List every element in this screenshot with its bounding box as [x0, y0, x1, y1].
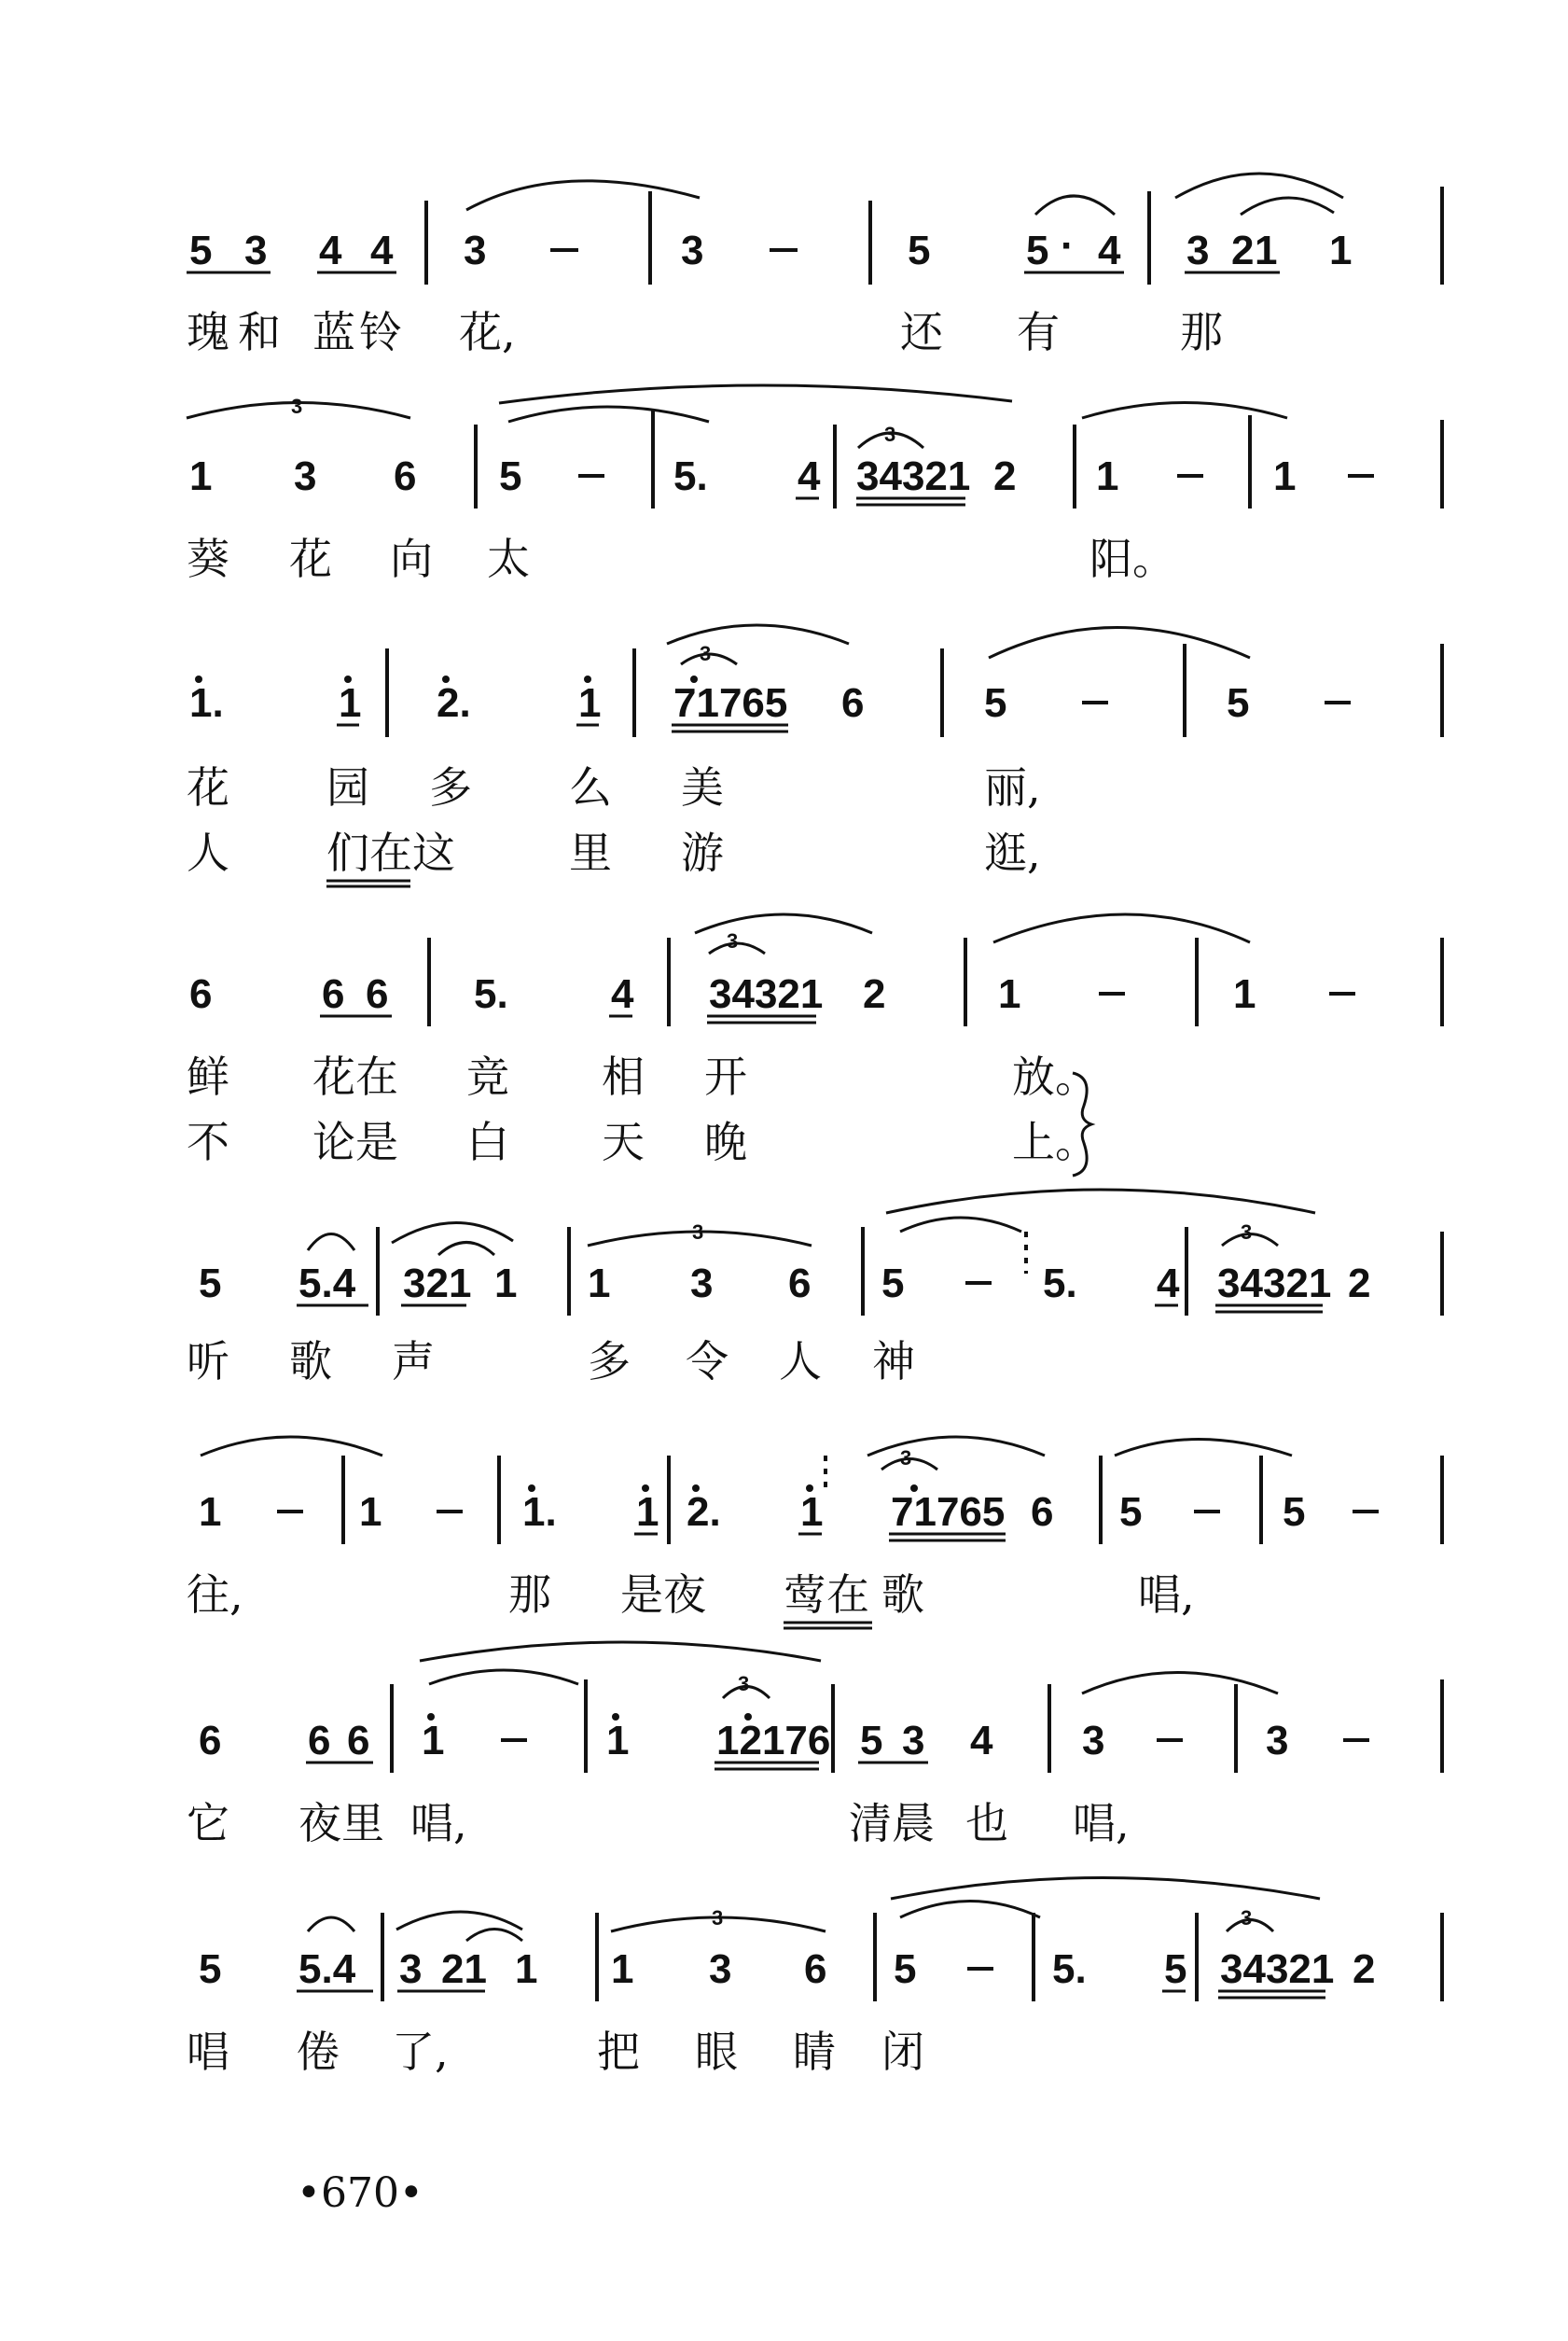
lyric: 眼	[695, 2027, 738, 2077]
system-5	[187, 1190, 1442, 1386]
system-7	[187, 1642, 1442, 1848]
note: 4	[1157, 1261, 1180, 1306]
lyric-line	[187, 1798, 1130, 1848]
lyric: 那	[508, 1569, 551, 1620]
slur	[1115, 1440, 1292, 1456]
lyric: 么	[569, 762, 612, 813]
note: 5	[1026, 228, 1049, 273]
note: 71765	[673, 680, 788, 726]
note: 5	[1227, 680, 1250, 726]
note: 3	[709, 1946, 732, 1992]
system-4	[187, 914, 1442, 1176]
lyric: 游	[681, 828, 724, 878]
lyric: 睛	[793, 2027, 836, 2077]
system-1	[187, 174, 1442, 357]
notation-line-1	[187, 174, 1442, 285]
note: 4	[370, 228, 394, 273]
note: 5	[984, 680, 1007, 726]
lyric: 人	[779, 1336, 822, 1386]
lyric: 有	[1017, 307, 1060, 357]
note: 5.	[1043, 1261, 1077, 1306]
slur	[1035, 196, 1115, 215]
lyric: 太	[487, 534, 530, 584]
note: 5.	[1052, 1946, 1087, 1992]
note: 4	[319, 228, 342, 273]
lyric-line-verse-1	[187, 1052, 1098, 1102]
lyric: 论是	[312, 1117, 398, 1167]
note: 2	[863, 971, 886, 1017]
note: 1	[515, 1946, 538, 1992]
lyric-line-verse-2	[187, 828, 1041, 886]
note: 3	[399, 1946, 423, 1992]
note: 1	[359, 1489, 382, 1535]
note: 3	[244, 228, 268, 273]
triplet-mark: 3	[291, 395, 303, 418]
lyric: 花	[289, 534, 332, 584]
lyric: 花,	[459, 307, 516, 357]
note: 1	[339, 680, 362, 726]
slur	[1082, 403, 1287, 419]
lyric: 竞	[466, 1052, 509, 1102]
triplet-mark: 3	[900, 1446, 912, 1470]
note: 6	[394, 453, 417, 499]
note: 3	[681, 228, 704, 273]
slur	[667, 625, 849, 644]
lyric: 唱,	[410, 1798, 467, 1848]
slur	[1241, 198, 1334, 215]
slur	[466, 181, 700, 210]
note: 34321	[1220, 1946, 1335, 1992]
lyric: 里	[569, 828, 612, 878]
system-3	[187, 625, 1442, 886]
note: 2	[1353, 1946, 1376, 1992]
lyric: 相	[602, 1052, 645, 1102]
note: 1	[1096, 453, 1119, 499]
lyric: 了,	[392, 2027, 449, 2077]
note: 21	[441, 1946, 487, 1992]
lyric: 神	[872, 1336, 915, 1386]
lyric: 声	[392, 1336, 435, 1386]
lyric: 也	[965, 1798, 1008, 1848]
note: 3	[1082, 1718, 1105, 1763]
note: 4	[798, 453, 821, 499]
slur	[201, 1437, 382, 1456]
note: 3	[690, 1261, 714, 1306]
lyric: 晚	[704, 1117, 747, 1167]
slur	[308, 1917, 354, 1931]
note: 71765	[891, 1489, 1006, 1535]
slur	[508, 407, 709, 422]
lyric: 蓝	[312, 307, 355, 357]
slur	[466, 1930, 522, 1942]
lyric: 白	[466, 1117, 509, 1167]
system-6	[187, 1437, 1442, 1628]
lyric: 园	[326, 762, 369, 813]
slur	[695, 914, 872, 933]
lyric: 和	[238, 307, 281, 357]
triplet-mark: 3	[727, 929, 739, 953]
triplet-mark: 3	[712, 1906, 724, 1930]
lyric: 还	[900, 307, 943, 357]
slur	[900, 1218, 1021, 1232]
lyric: 花	[187, 762, 229, 813]
note: 1	[611, 1946, 634, 1992]
lyric: 不	[187, 1117, 229, 1167]
slur	[891, 1878, 1320, 1900]
note: 3	[1266, 1718, 1289, 1763]
lyric: 瑰	[187, 307, 229, 357]
note: ·	[1061, 223, 1075, 269]
slur	[989, 628, 1250, 659]
lyric: 唱,	[1138, 1569, 1195, 1620]
note: 5.	[673, 453, 708, 499]
lyric-line	[187, 534, 1175, 584]
lyric: 人	[187, 828, 229, 878]
lyric: 开	[704, 1052, 747, 1102]
note: 5.	[474, 971, 508, 1017]
note: 6	[841, 680, 865, 726]
note: 1	[588, 1261, 611, 1306]
note: 5	[1164, 1946, 1187, 1992]
note: 6	[804, 1946, 827, 1992]
lyric: 天	[602, 1117, 645, 1167]
lyric: 上。	[1012, 1117, 1098, 1167]
note: 1	[1273, 453, 1297, 499]
lyric: 它	[187, 1798, 229, 1848]
note: 1	[1255, 228, 1278, 273]
lyric-line-verse-2	[187, 1117, 1098, 1167]
note: 5	[894, 1946, 917, 1992]
triplet-mark: 3	[884, 423, 896, 446]
lyric: 多	[429, 762, 472, 813]
slur	[308, 1234, 354, 1251]
note: 1	[189, 453, 213, 499]
lyric-line-verse-1	[187, 762, 1041, 813]
note: 4	[970, 1718, 993, 1763]
note: 5.4	[298, 1261, 356, 1306]
slur	[993, 914, 1250, 942]
note: 5	[199, 1946, 222, 1992]
note: 5.4	[298, 1946, 356, 1992]
note: 34321	[856, 453, 971, 499]
lyric: 往,	[187, 1569, 243, 1620]
note: 2.	[437, 680, 471, 726]
lyric: 丽,	[984, 762, 1041, 813]
lyric: 是夜	[620, 1569, 706, 1620]
note: 6	[322, 971, 345, 1017]
triplet-mark: 3	[1241, 1906, 1253, 1930]
note: 5	[881, 1261, 905, 1306]
note: 3	[902, 1718, 925, 1763]
lyric: 们在这	[326, 828, 455, 878]
slur	[420, 1642, 821, 1661]
system-2	[187, 385, 1442, 584]
note: 5	[908, 228, 931, 273]
lyric-line	[187, 2027, 924, 2077]
note: 321	[403, 1261, 472, 1306]
slur	[392, 1222, 513, 1243]
lyric: 歌	[881, 1569, 924, 1620]
note: 6	[1031, 1489, 1054, 1535]
lyric: 铃	[359, 307, 402, 357]
note: 1	[606, 1718, 630, 1763]
lyric: 清晨	[849, 1798, 935, 1848]
lyric-line	[187, 1569, 1195, 1628]
note: 1	[998, 971, 1021, 1017]
note: 6	[366, 971, 389, 1017]
note: 2.	[687, 1489, 721, 1535]
lyric: 葵	[187, 534, 229, 584]
note: 1	[578, 680, 602, 726]
lyric: 美	[681, 762, 724, 813]
note: 6	[189, 971, 213, 1017]
note: 2	[993, 453, 1017, 499]
note: 6	[788, 1261, 812, 1306]
lyric: 夜里	[298, 1798, 384, 1848]
note: 1.	[522, 1489, 557, 1535]
slur	[1082, 1673, 1278, 1694]
note: 5	[1119, 1489, 1143, 1535]
note: 1	[199, 1489, 222, 1535]
note: 5	[860, 1718, 883, 1763]
lyric: 闭	[881, 2027, 924, 2077]
note: 1	[1329, 228, 1353, 273]
lyric: 放。	[1012, 1052, 1098, 1102]
lyric: 莺在	[784, 1569, 869, 1620]
note: 5	[199, 1261, 222, 1306]
triplet-mark: 3	[700, 642, 712, 665]
slur	[499, 385, 1012, 403]
note: 12176	[716, 1718, 831, 1763]
slur	[438, 1243, 494, 1256]
slur	[900, 1902, 1040, 1918]
note: 1	[494, 1261, 518, 1306]
note: 34321	[1217, 1261, 1332, 1306]
note: 1.	[189, 680, 224, 726]
note: 1	[422, 1718, 445, 1763]
note: 1	[636, 1489, 659, 1535]
lyric: 鲜	[187, 1052, 229, 1102]
note: 4	[1098, 228, 1121, 273]
slur	[1175, 174, 1343, 198]
lyric: 听	[187, 1336, 229, 1386]
triplet-mark: 3	[1241, 1220, 1253, 1244]
lyric-line	[187, 307, 1223, 357]
lyric: 唱,	[1073, 1798, 1130, 1848]
lyric: 那	[1180, 307, 1223, 357]
triplet-mark: 3	[692, 1220, 704, 1244]
note: 34321	[709, 971, 824, 1017]
note: 4	[611, 971, 634, 1017]
slur	[886, 1190, 1315, 1213]
lyric-line	[187, 1336, 915, 1386]
note: 1	[1233, 971, 1256, 1017]
lyric: 把	[597, 2027, 640, 2077]
page-number: •670•	[297, 2169, 423, 2217]
lyric: 向	[390, 534, 433, 584]
note: 5	[1283, 1489, 1306, 1535]
lyric: 令	[686, 1336, 728, 1386]
triplet-mark: 3	[738, 1672, 750, 1695]
lyric: 多	[588, 1336, 631, 1386]
slur	[429, 1670, 578, 1684]
note: 1	[800, 1489, 824, 1535]
lyric: 逛,	[984, 828, 1041, 878]
lyric: 花在	[312, 1052, 398, 1102]
note: 2	[1231, 228, 1255, 273]
slur	[867, 1437, 1045, 1456]
note: 3	[294, 453, 317, 499]
note: 5	[189, 228, 213, 273]
lyric: 倦	[297, 2027, 340, 2077]
lyric: 唱	[187, 2027, 229, 2077]
lyric: 阳。	[1089, 534, 1175, 584]
note: 5	[499, 453, 522, 499]
note: 6	[347, 1718, 370, 1763]
note: 3	[1186, 228, 1210, 273]
slur	[396, 1912, 522, 1930]
note: 2	[1348, 1261, 1371, 1306]
note: 3	[464, 228, 487, 273]
note: 6	[199, 1718, 222, 1763]
system-8	[187, 1878, 1442, 2078]
lyric: 歌	[289, 1336, 332, 1386]
note: 6	[308, 1718, 331, 1763]
